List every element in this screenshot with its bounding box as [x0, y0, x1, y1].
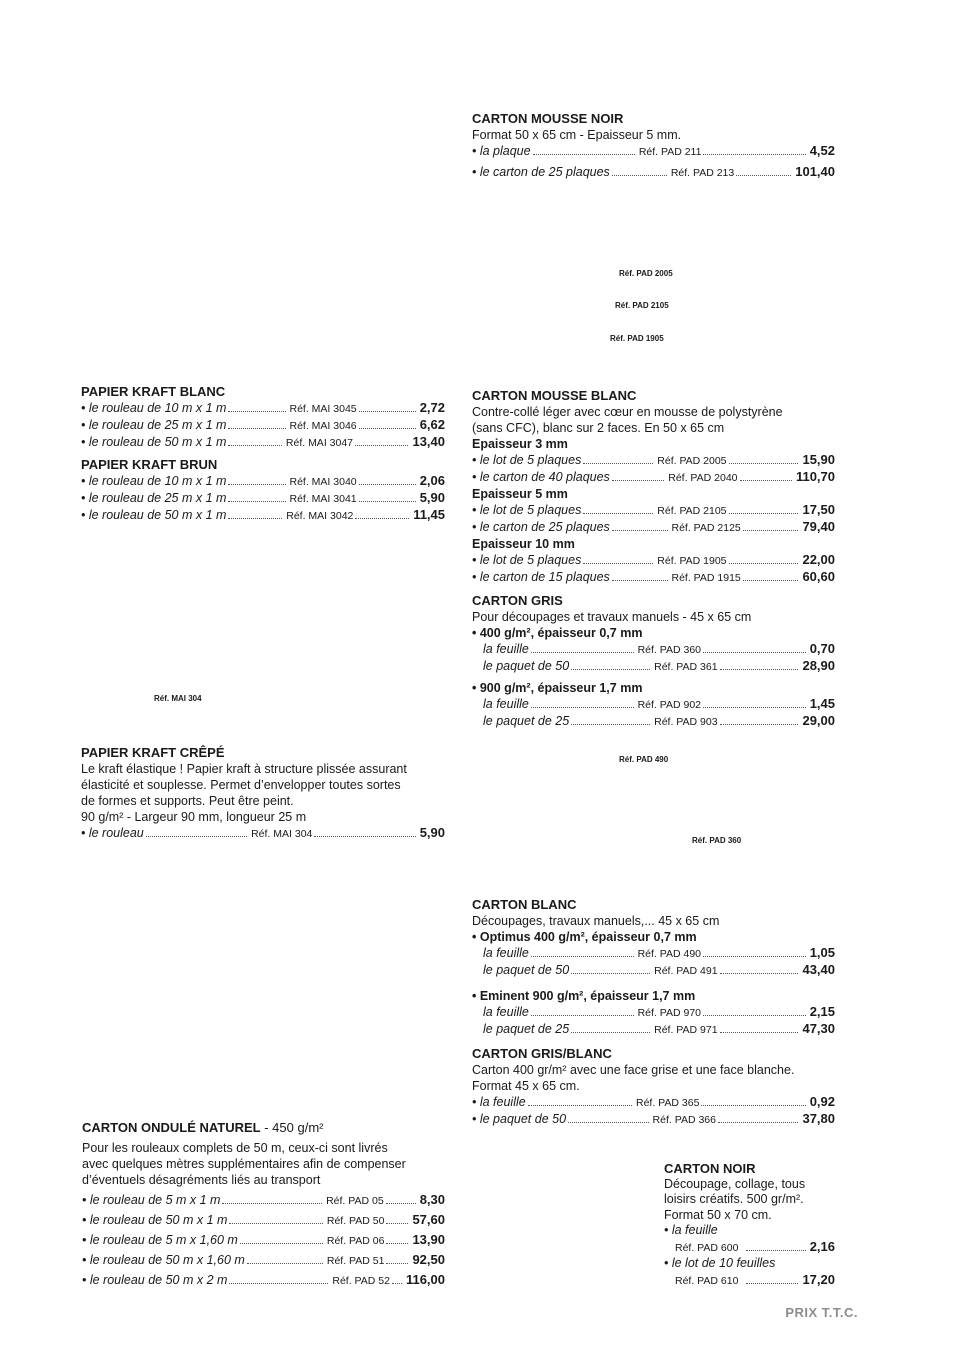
item-label: • le rouleau de 5 m x 1 m [82, 1193, 221, 1207]
item-label: • le rouleau de 50 m x 1,60 m [82, 1253, 245, 1267]
section-title [82, 1120, 445, 1136]
price-row [82, 1232, 445, 1249]
leader-dots [571, 973, 650, 974]
leader-dots [531, 956, 634, 957]
item-label: la feuille [483, 1005, 529, 1019]
item-price: 2,06 [419, 473, 445, 488]
leader-dots [703, 1015, 806, 1016]
item-ref: Réf. PAD 366 [652, 1114, 716, 1126]
item-ref: Réf. MAI 3040 [289, 476, 357, 488]
section-title: PAPIER KRAFT BLANC [81, 384, 226, 399]
subheading: • 900 g/m², épaisseur 1,7 mm [472, 681, 643, 695]
leader-dots [386, 1243, 408, 1244]
leader-dots [386, 1223, 408, 1224]
leader-dots [612, 530, 668, 531]
item-ref: Réf. PAD 903 [654, 716, 718, 728]
leader-dots [229, 1283, 328, 1284]
price-row [81, 434, 445, 451]
leader-dots [729, 563, 799, 564]
leader-dots [359, 501, 416, 502]
leader-dots [247, 1263, 323, 1264]
section-carton-noir [664, 1161, 835, 1289]
leader-dots [583, 563, 653, 564]
price-row [472, 713, 835, 730]
leader-dots [359, 428, 416, 429]
subheading: Epaisseur 10 mm [472, 537, 575, 551]
section-carton-mousse-noir [472, 111, 835, 181]
section-description: avec quelques mètres supplémentaires afin de compenser [82, 1157, 406, 1171]
section-papier-kraft [81, 384, 445, 524]
item-label: • le carton de 25 plaques [472, 165, 610, 179]
section-description: loisirs créatifs. 500 gr/m². [664, 1192, 804, 1206]
item-label: • le carton de 40 plaques [472, 470, 610, 484]
price-row [472, 641, 835, 658]
item-price: 17,50 [802, 502, 836, 517]
leader-dots [718, 1122, 799, 1123]
price-row [472, 962, 835, 979]
item-label: • le rouleau [81, 826, 144, 840]
price-row [472, 569, 835, 586]
leader-dots [703, 707, 806, 708]
leader-dots [701, 1105, 805, 1106]
item-ref: Réf. PAD 1915 [671, 572, 741, 584]
item-ref: Réf. PAD 50 [326, 1215, 385, 1227]
item-price: 57,60 [412, 1212, 445, 1227]
leader-dots [720, 1032, 799, 1033]
leader-dots [743, 530, 799, 531]
item-price: 5,90 [419, 490, 445, 505]
item-label: • le rouleau de 25 m x 1 m [81, 418, 227, 432]
leader-dots [146, 836, 247, 837]
leader-dots [720, 973, 799, 974]
leader-dots [703, 154, 805, 155]
item-price: 92,50 [412, 1252, 445, 1267]
item-ref: Réf. PAD 490 [637, 948, 701, 960]
item-label: • le lot de 5 plaques [472, 553, 582, 567]
leader-dots [355, 445, 408, 446]
leader-dots [531, 1015, 634, 1016]
item-label: le paquet de 50 [483, 659, 570, 673]
leader-dots [228, 428, 285, 429]
price-row [81, 490, 445, 507]
leader-dots [392, 1283, 402, 1284]
item-ref: Réf. MAI 3046 [289, 420, 357, 432]
item-label: • la feuille [472, 1095, 526, 1109]
section-title: PAPIER KRAFT BRUN [81, 457, 218, 472]
item-label: • le lot de 5 plaques [472, 453, 582, 467]
item-ref: Réf. PAD 1905 [657, 555, 727, 567]
item-ref: Réf. PAD 2005 [657, 455, 727, 467]
leader-dots [720, 669, 799, 670]
item-price: 28,90 [802, 658, 836, 673]
price-row [472, 143, 835, 160]
leader-dots [568, 1122, 649, 1123]
section-carton-blanc [472, 897, 835, 1128]
item-label: le paquet de 25 [483, 714, 570, 728]
price-row [472, 164, 835, 181]
item-ref: Réf. PAD 2105 [657, 505, 727, 517]
subheading: • 400 g/m², épaisseur 0,7 mm [472, 626, 643, 640]
leader-dots [386, 1203, 416, 1204]
item-price: 8,30 [419, 1192, 445, 1207]
leader-dots [746, 1283, 798, 1284]
price-row [81, 825, 445, 842]
section-title-text: CARTON ONDULÉ NATUREL [82, 1120, 261, 1135]
item-price: 1,05 [809, 945, 836, 960]
item-label: • le paquet de 50 [472, 1112, 567, 1126]
item-ref: Réf. PAD 2125 [671, 522, 741, 534]
item-ref: Réf. PAD 970 [637, 1007, 701, 1019]
price-row [472, 552, 835, 569]
price-note-footer: PRIX T.T.C. [785, 1305, 858, 1320]
item-ref: Réf. PAD 06 [326, 1235, 385, 1247]
leader-dots [228, 411, 285, 412]
price-row [472, 945, 835, 962]
section-title-suffix: - 450 g/m² [260, 1120, 324, 1135]
section-description: Découpages, travaux manuels,... 45 x 65 cm [472, 914, 720, 928]
section-description: Découpage, collage, tous [664, 1176, 806, 1191]
item-ref: Réf. MAI 3045 [289, 403, 357, 415]
image-caption: Réf. PAD 360 [692, 836, 742, 845]
item-price: 47,30 [802, 1021, 836, 1036]
leader-dots [703, 956, 806, 957]
leader-dots [533, 154, 635, 155]
leader-dots [571, 669, 650, 670]
item-price: 11,45 [413, 507, 446, 522]
leader-dots [531, 652, 634, 653]
image-caption: Réf. MAI 304 [154, 694, 202, 703]
item-price: 2,15 [809, 1004, 836, 1019]
item-ref: Réf. PAD 213 [670, 167, 735, 179]
price-row [664, 1272, 835, 1290]
section-description: Pour découpages et travaux manuels - 45 x 65 cm [472, 610, 752, 624]
price-row [472, 452, 835, 469]
section-title: CARTON GRIS/BLANC [472, 1046, 612, 1061]
item-label: • le rouleau de 50 m x 2 m [82, 1273, 228, 1287]
price-row [81, 473, 445, 490]
section-title: CARTON NOIR [664, 1161, 756, 1176]
subheading: • Optimus 400 g/m², épaisseur 0,7 mm [472, 930, 697, 944]
image-caption: Réf. PAD 490 [619, 755, 669, 764]
section-papier-kraft-crepe [81, 745, 445, 842]
item-price: 5,90 [419, 825, 446, 840]
price-row [472, 1094, 835, 1111]
price-row [472, 469, 835, 486]
item-price: 0,92 [809, 1094, 836, 1109]
section-description: de formes et supports. Peut être peint. [81, 794, 294, 808]
price-row [82, 1212, 445, 1229]
item-ref: Réf. MAI 3047 [285, 437, 354, 449]
leader-dots [228, 518, 282, 519]
leader-dots [729, 513, 799, 514]
leader-dots [355, 518, 409, 519]
leader-dots [736, 175, 791, 176]
section-description: Pour les rouleaux complets de 50 m, ceux-ci sont livrés [82, 1141, 388, 1155]
leader-dots [359, 411, 416, 412]
item-ref: Réf. PAD 365 [636, 1097, 700, 1109]
price-row [472, 519, 835, 536]
item-label: • le rouleau de 10 m x 1 m [81, 401, 227, 415]
image-caption: Réf. PAD 1905 [610, 334, 664, 343]
leader-dots [583, 513, 653, 514]
item-label: • le lot de 10 feuilles [664, 1256, 776, 1270]
section-description: Le kraft élastique ! Papier kraft à structure plissée assurant [81, 762, 407, 776]
item-price: 60,60 [802, 569, 835, 584]
section-title: CARTON BLANC [472, 897, 577, 912]
item-label: • le rouleau de 10 m x 1 m [81, 474, 227, 488]
item-price: 4,52 [809, 143, 835, 158]
leader-dots [571, 1032, 650, 1033]
price-row [472, 1021, 835, 1038]
item-price: 2,72 [419, 400, 445, 415]
section-description: Format 50 x 70 cm. [664, 1207, 772, 1222]
image-caption: Réf. PAD 2005 [619, 269, 673, 278]
item-ref: Réf. MAI 304 [251, 828, 313, 840]
item-ref: Réf. MAI 3041 [289, 493, 357, 505]
section-carton-ondule [82, 1120, 445, 1289]
section-description: Carton 400 gr/m² avec une face grise et une face blanche. [472, 1063, 795, 1077]
leader-dots [531, 707, 634, 708]
item-price: 116,00 [405, 1272, 445, 1287]
item-label: • le lot de 5 plaques [472, 503, 582, 517]
leader-dots [746, 1250, 805, 1251]
leader-dots [229, 1223, 322, 1224]
section-description: 90 g/m² - Largeur 90 mm, longueur 25 m [81, 810, 307, 824]
leader-dots [740, 480, 792, 481]
price-row [472, 696, 835, 713]
leader-dots [228, 445, 281, 446]
item-price: 13,90 [412, 1232, 445, 1247]
section-description: Format 50 x 65 cm - Epaisseur 5 mm. [472, 128, 682, 142]
subheading: Epaisseur 3 mm [472, 437, 568, 451]
item-price: 0,70 [809, 641, 836, 656]
section-title: CARTON GRIS [472, 593, 563, 608]
item-price: 17,20 [802, 1271, 835, 1287]
item-ref: Réf. PAD 902 [637, 699, 701, 711]
leader-dots [720, 724, 799, 725]
leader-dots [228, 501, 285, 502]
leader-dots [583, 463, 653, 464]
item-label: • le carton de 25 plaques [472, 520, 610, 534]
price-row [472, 658, 835, 675]
leader-dots [240, 1243, 323, 1244]
subheading: • Eminent 900 g/m², épaisseur 1,7 mm [472, 989, 696, 1003]
section-description: (sans CFC), blanc sur 2 faces. En 50 x 65 cm [472, 421, 725, 435]
item-price: 43,40 [802, 962, 836, 977]
leader-dots [359, 484, 416, 485]
price-row [82, 1252, 445, 1269]
item-label: le paquet de 25 [483, 1022, 570, 1036]
price-row [472, 502, 835, 519]
item-price: 22,00 [802, 552, 836, 567]
section-title: CARTON MOUSSE BLANC [472, 388, 637, 403]
item-price: 110,70 [795, 469, 835, 484]
item-label: • le rouleau de 50 m x 1 m [81, 508, 227, 522]
item-ref: Réf. PAD 361 [654, 661, 718, 673]
item-label: • le rouleau de 5 m x 1,60 m [82, 1233, 238, 1247]
leader-dots [571, 724, 650, 725]
price-row [82, 1272, 445, 1289]
item-label: • le rouleau de 50 m x 1 m [82, 1213, 228, 1227]
item-label: la feuille [483, 946, 529, 960]
item-price: 6,62 [419, 417, 445, 432]
leader-dots [729, 463, 799, 464]
section-title: CARTON MOUSSE NOIR [472, 111, 624, 126]
item-ref: Réf. PAD 610 [675, 1274, 739, 1287]
item-ref: Réf. PAD 491 [654, 965, 718, 977]
item-label: la feuille [483, 697, 529, 711]
section-description: élasticité et souplesse. Permet d’envelopper toutes sortes [81, 778, 401, 792]
item-label: • le carton de 15 plaques [472, 570, 610, 584]
section-title: PAPIER KRAFT CRÊPÉ [81, 745, 225, 760]
item-price: 29,00 [802, 713, 836, 728]
leader-dots [703, 652, 806, 653]
leader-dots [612, 480, 664, 481]
item-ref: Réf. PAD 600 [675, 1241, 739, 1254]
item-ref: Réf. PAD 971 [654, 1024, 718, 1036]
item-label: • le rouleau de 50 m x 1 m [81, 435, 227, 449]
item-label: • la plaque [472, 144, 531, 158]
item-price: 13,40 [412, 434, 446, 449]
leader-dots [228, 484, 285, 485]
leader-dots [743, 580, 799, 581]
leader-dots [386, 1263, 408, 1264]
leader-dots [612, 580, 668, 581]
section-description: Format 45 x 65 cm. [472, 1079, 580, 1093]
section-description: Contre-collé léger avec cœur en mousse de polystyrène [472, 405, 783, 419]
price-row [472, 1004, 835, 1021]
item-label: • la feuille [664, 1223, 718, 1237]
section-description: d’éventuels désagréments liés au transport [82, 1173, 321, 1187]
price-row [472, 1111, 835, 1128]
leader-dots [612, 175, 667, 176]
image-caption: Réf. PAD 2105 [615, 301, 669, 310]
item-label: le paquet de 50 [483, 963, 570, 977]
item-price: 1,45 [809, 696, 836, 711]
price-row [81, 417, 445, 434]
item-label: la feuille [483, 642, 529, 656]
price-row [664, 1239, 835, 1257]
price-row [81, 507, 445, 524]
item-ref: Réf. PAD 211 [638, 146, 702, 158]
item-ref: Réf. PAD 05 [326, 1195, 384, 1207]
item-ref: Réf. PAD 51 [326, 1255, 385, 1267]
price-row [81, 400, 445, 417]
item-ref: Réf. PAD 52 [332, 1275, 390, 1287]
item-price: 2,16 [809, 1238, 835, 1254]
item-price: 15,90 [802, 452, 836, 467]
subheading: Epaisseur 5 mm [472, 487, 568, 501]
price-row [82, 1192, 445, 1209]
item-price: 101,40 [795, 164, 835, 179]
item-ref: Réf. PAD 360 [637, 644, 701, 656]
leader-dots [222, 1203, 322, 1204]
section-carton-mousse-blanc [472, 388, 835, 730]
item-price: 79,40 [802, 519, 835, 534]
leader-dots [314, 836, 415, 837]
item-label: • le rouleau de 25 m x 1 m [81, 491, 227, 505]
item-ref: Réf. PAD 2040 [668, 472, 738, 484]
item-price: 37,80 [802, 1111, 836, 1126]
item-ref: Réf. MAI 3042 [286, 510, 354, 522]
leader-dots [528, 1105, 632, 1106]
